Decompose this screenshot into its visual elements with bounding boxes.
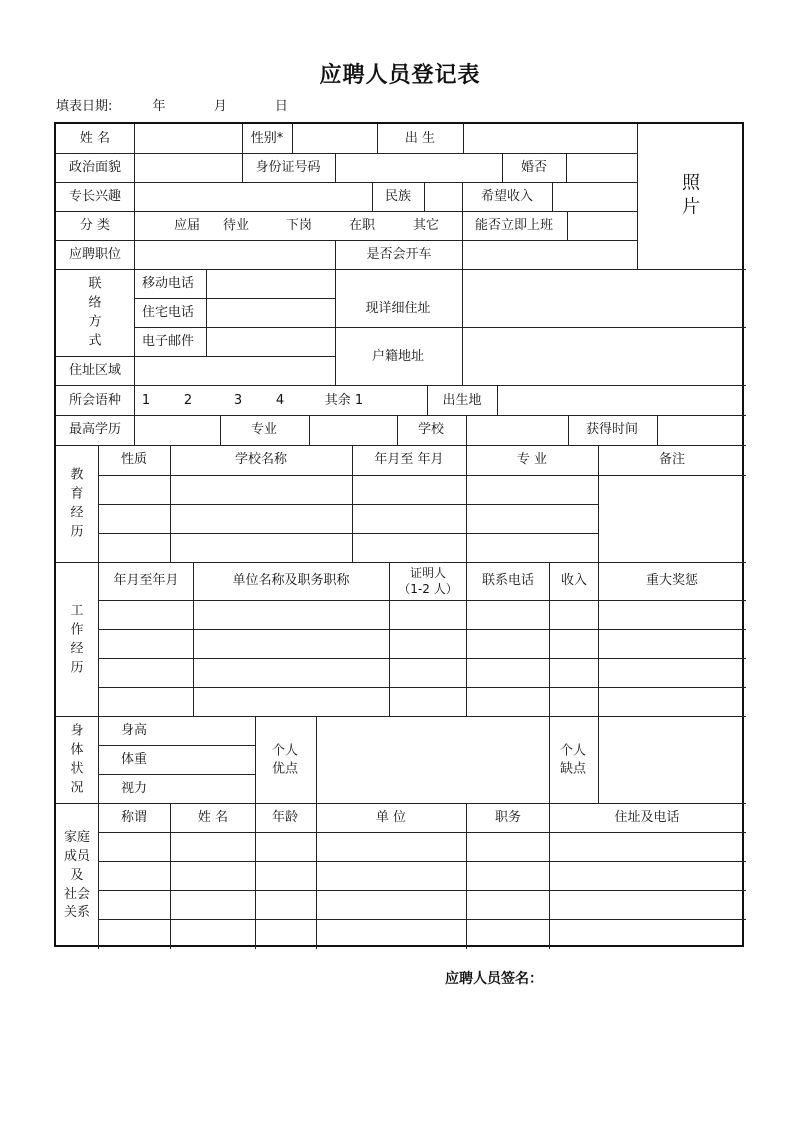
edu-header-remark: 备注 bbox=[658, 452, 686, 468]
name-label: 姓 名 bbox=[79, 131, 111, 147]
col-divider bbox=[206, 269, 207, 356]
language-option-4: 4 bbox=[275, 393, 285, 409]
col-divider bbox=[552, 182, 553, 211]
birth-label: 出 生 bbox=[404, 131, 436, 147]
col-divider bbox=[497, 385, 498, 415]
health-section-label: 身 体 状 况 bbox=[70, 723, 84, 795]
photo-label-line2: 片 bbox=[682, 197, 700, 218]
row-divider bbox=[98, 919, 746, 920]
mobile-label: 移动电话 bbox=[142, 276, 195, 292]
col-divider bbox=[424, 182, 425, 211]
family-header-name: 姓 名 bbox=[197, 810, 229, 826]
email-label: 电子邮件 bbox=[142, 334, 195, 350]
row-divider bbox=[56, 385, 746, 386]
col-divider bbox=[549, 716, 550, 803]
col-divider bbox=[502, 153, 503, 182]
row-divider bbox=[98, 745, 255, 746]
gender-label: 性别* bbox=[250, 131, 284, 147]
expected-income-label: 希望收入 bbox=[480, 189, 534, 205]
row-divider bbox=[98, 861, 746, 862]
row-divider bbox=[98, 533, 599, 534]
birthplace-label: 出生地 bbox=[442, 393, 482, 409]
row-divider bbox=[134, 327, 335, 328]
col-divider bbox=[134, 124, 135, 153]
hukou-address-label: 户籍地址 bbox=[371, 349, 425, 365]
language-option-3: 3 bbox=[233, 393, 243, 409]
position-label: 应聘职位 bbox=[68, 247, 122, 263]
marital-status-label: 婚否 bbox=[520, 160, 548, 176]
row-divider bbox=[56, 211, 638, 212]
fill-date-line bbox=[56, 95, 288, 114]
col-divider bbox=[463, 124, 464, 153]
col-divider bbox=[193, 562, 194, 716]
col-divider bbox=[98, 803, 99, 949]
language-option-2: 2 bbox=[183, 393, 193, 409]
category-label: 分 类 bbox=[79, 218, 111, 234]
education-section-label: 教 育 经 历 bbox=[70, 467, 84, 539]
work-header-company: 单位名称及职务职称 bbox=[232, 573, 350, 589]
col-divider bbox=[466, 562, 467, 716]
fill-date-year: 年 bbox=[152, 99, 166, 114]
family-section-label: 家庭 成员 及 社会 关系 bbox=[63, 829, 91, 921]
start-immediately-label: 能否立即上班 bbox=[474, 218, 554, 234]
category-other: 其它 bbox=[412, 218, 440, 234]
row-divider bbox=[134, 298, 335, 299]
row-divider bbox=[98, 832, 746, 833]
col-divider bbox=[255, 716, 256, 803]
family-header-address: 住址及电话 bbox=[614, 810, 680, 826]
category-waiting: 待业 bbox=[222, 218, 250, 234]
row-divider bbox=[56, 716, 746, 717]
row-divider bbox=[98, 890, 746, 891]
degree-obtained-label: 获得时间 bbox=[585, 422, 639, 438]
language-other: 其余 1 bbox=[324, 393, 364, 409]
category-employed: 在职 bbox=[348, 218, 376, 234]
col-divider bbox=[134, 269, 135, 356]
weaknesses-label: 个人 缺点 bbox=[559, 743, 587, 776]
row-divider bbox=[98, 658, 746, 659]
col-divider bbox=[462, 211, 463, 240]
col-divider bbox=[242, 153, 243, 182]
height-label: 身高 bbox=[120, 723, 148, 739]
col-divider bbox=[170, 445, 171, 562]
family-header-unit: 单 位 bbox=[375, 810, 407, 826]
col-divider bbox=[98, 716, 99, 803]
col-divider bbox=[397, 415, 398, 445]
row-divider bbox=[56, 415, 746, 416]
row-divider bbox=[98, 504, 599, 505]
col-divider bbox=[466, 445, 467, 562]
col-divider bbox=[170, 803, 171, 949]
col-divider bbox=[316, 716, 317, 803]
id-number-label: 身份证号码 bbox=[255, 160, 321, 176]
col-divider bbox=[309, 415, 310, 445]
language-label: 所会语种 bbox=[68, 393, 122, 409]
col-divider bbox=[134, 356, 135, 385]
row-divider bbox=[335, 327, 746, 328]
family-header-duty: 职务 bbox=[494, 810, 522, 826]
col-divider bbox=[389, 562, 390, 716]
ethnicity-label: 民族 bbox=[384, 189, 412, 205]
col-divider bbox=[427, 385, 428, 415]
work-header-phone: 联系电话 bbox=[481, 573, 535, 589]
row-divider bbox=[98, 475, 746, 476]
degree-school-label: 学校 bbox=[417, 422, 445, 438]
row-divider bbox=[98, 629, 746, 630]
contact-label: 联 络 方 式 bbox=[88, 276, 102, 348]
col-divider bbox=[466, 415, 467, 445]
row-divider bbox=[56, 356, 335, 357]
degree-major-label: 专业 bbox=[250, 422, 278, 438]
highest-degree-label: 最高学历 bbox=[68, 422, 122, 438]
edu-header-school: 学校名称 bbox=[234, 452, 288, 468]
can-drive-label: 是否会开车 bbox=[366, 247, 432, 263]
col-divider bbox=[549, 562, 550, 716]
col-divider bbox=[462, 269, 463, 385]
form-title: 应聘人员登记表 bbox=[319, 63, 481, 88]
col-divider bbox=[335, 269, 336, 385]
col-divider bbox=[220, 415, 221, 445]
fill-date-label: 填表日期: bbox=[56, 99, 113, 114]
fill-date-day: 日 bbox=[274, 99, 288, 114]
family-header-age: 年龄 bbox=[271, 810, 299, 826]
work-section-label: 工 作 经 历 bbox=[70, 603, 84, 675]
work-header-awards: 重大奖惩 bbox=[645, 573, 699, 589]
col-divider bbox=[598, 562, 599, 716]
edu-header-major: 专 业 bbox=[516, 452, 548, 468]
col-divider bbox=[98, 445, 99, 562]
col-divider bbox=[566, 153, 567, 182]
address-area-label: 住址区域 bbox=[68, 363, 122, 379]
fill-date-month: 月 bbox=[213, 99, 227, 114]
hobby-label: 专长兴趣 bbox=[68, 189, 122, 205]
strengths-label: 个人 优点 bbox=[271, 743, 299, 776]
current-address-label: 现详细住址 bbox=[365, 301, 431, 317]
vision-label: 视力 bbox=[120, 781, 148, 797]
category-graduate: 应届 bbox=[173, 218, 201, 234]
row-divider bbox=[56, 562, 746, 563]
row-divider bbox=[98, 774, 255, 775]
col-divider bbox=[462, 240, 463, 269]
row-divider bbox=[56, 803, 746, 804]
row-divider bbox=[56, 240, 638, 241]
col-divider bbox=[255, 803, 256, 949]
col-divider bbox=[134, 385, 135, 415]
photo-label-line1: 照 bbox=[682, 172, 700, 194]
row-divider bbox=[56, 445, 746, 446]
col-divider bbox=[335, 240, 336, 269]
col-divider bbox=[568, 415, 569, 445]
edu-header-nature: 性质 bbox=[120, 452, 148, 468]
category-laid-off: 下岗 bbox=[285, 218, 313, 234]
applicant-signature-label: 应聘人员签名： bbox=[445, 971, 543, 987]
col-divider bbox=[466, 803, 467, 949]
registration-form bbox=[54, 122, 744, 947]
col-divider bbox=[598, 716, 599, 803]
col-divider bbox=[377, 124, 378, 153]
col-divider bbox=[372, 182, 373, 211]
col-divider bbox=[134, 240, 135, 269]
col-divider bbox=[549, 803, 550, 949]
col-divider bbox=[352, 445, 353, 562]
weight-label: 体重 bbox=[120, 752, 148, 768]
row-divider bbox=[56, 269, 746, 270]
col-divider bbox=[134, 182, 135, 211]
edu-header-period: 年月至 年月 bbox=[374, 452, 444, 468]
col-divider bbox=[134, 211, 135, 240]
language-option-1: 1 bbox=[141, 393, 151, 409]
work-header-period: 年月至年月 bbox=[113, 573, 179, 589]
row-divider bbox=[56, 182, 638, 183]
home-phone-label: 住宅电话 bbox=[142, 305, 195, 321]
photo-placeholder bbox=[682, 172, 700, 221]
row-divider bbox=[98, 600, 746, 601]
work-header-income: 收入 bbox=[560, 573, 588, 589]
row-divider bbox=[56, 153, 638, 154]
col-divider bbox=[134, 415, 135, 445]
col-divider bbox=[598, 445, 599, 562]
col-divider bbox=[462, 182, 463, 211]
row-divider bbox=[98, 687, 746, 688]
col-divider bbox=[134, 153, 135, 182]
col-divider bbox=[657, 415, 658, 445]
family-header-relation: 称谓 bbox=[120, 810, 148, 826]
col-divider bbox=[98, 562, 99, 716]
col-divider bbox=[316, 803, 317, 949]
col-divider bbox=[567, 211, 568, 240]
political-status-label: 政治面貌 bbox=[68, 160, 122, 176]
work-header-witness: 证明人 （1-2 人） bbox=[398, 565, 458, 596]
col-divider bbox=[637, 124, 638, 269]
col-divider bbox=[242, 124, 243, 153]
col-divider bbox=[335, 153, 336, 182]
col-divider bbox=[292, 124, 293, 153]
